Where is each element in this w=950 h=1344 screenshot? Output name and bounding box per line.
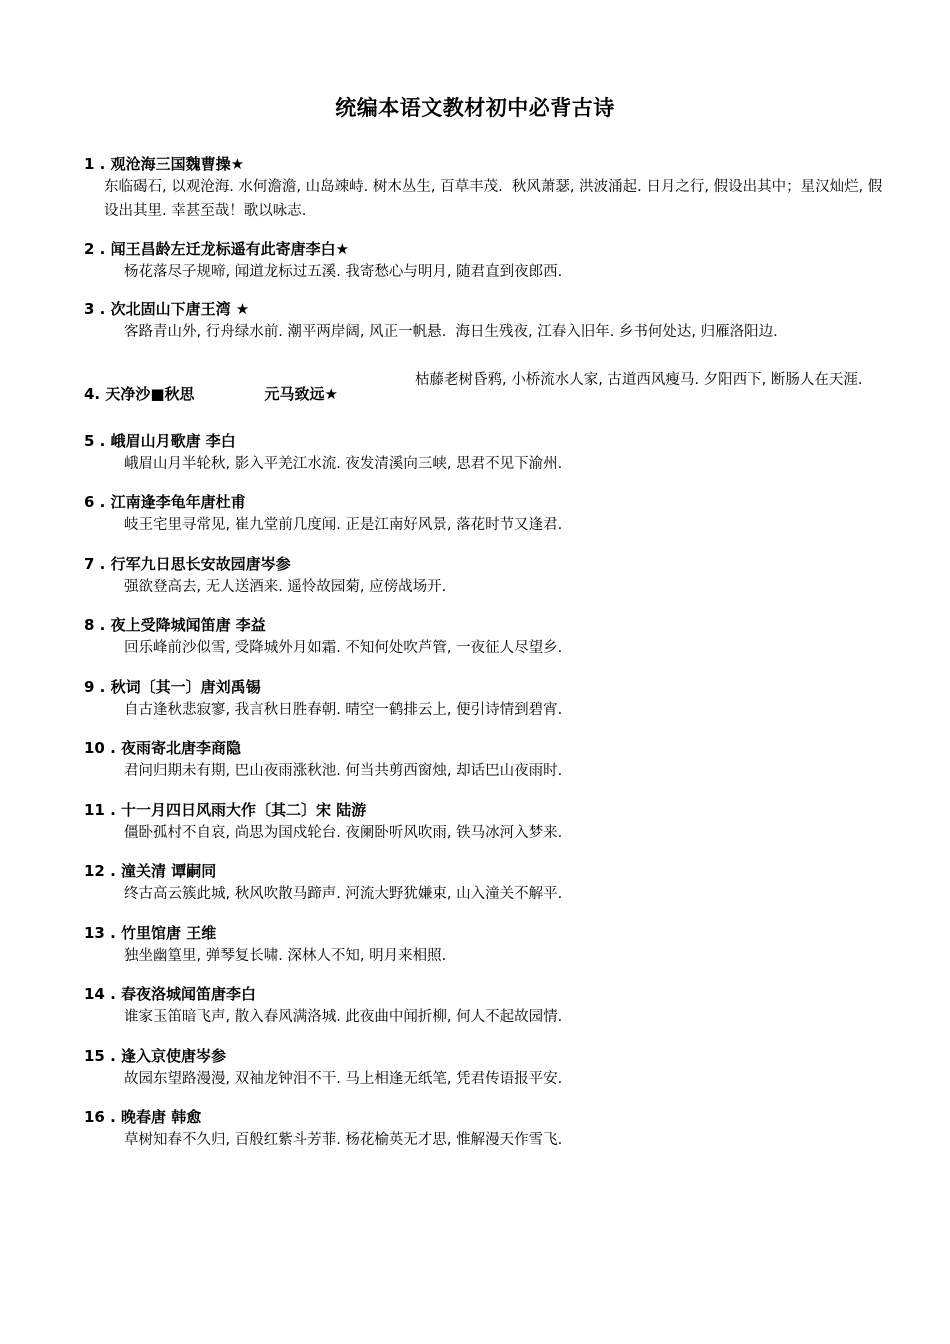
- poem-4-body: 枯藤老树昏鸦, 小桥流水人家, 古道西风瘦马. 夕阳西下, 断肠人在天涯.: [415, 372, 863, 388]
- poem-body: 君问归期未有期, 巴山夜雨涨秋池. 何当共剪西窗烛, 却话巴山夜雨时.: [124, 763, 563, 779]
- poem-heading: 14 . 春夜洛城闻笛唐李白: [84, 985, 257, 1003]
- poem-body: 独坐幽篁里, 弹琴复长啸. 深林人不知, 明月来相照.: [124, 948, 447, 964]
- poem-4-heading: [84, 383, 338, 405]
- poem-body: 峨眉山月半轮秋, 影入平羌江水流. 夜发清溪向三峡, 思君不见下渝州.: [124, 456, 563, 472]
- poem-7: [84, 553, 884, 599]
- poem-body: 终古高云簇此城, 秋风吹散马蹄声. 河流大野犹嫌束, 山入潼关不解平.: [124, 886, 563, 902]
- poem-heading: 15 . 逢入京使唐岑参: [84, 1047, 227, 1065]
- poem-16: [84, 1106, 884, 1152]
- poem-heading: 9 . 秋词〔其一〕唐刘禹锡: [84, 678, 261, 696]
- poem-heading: 12 . 潼关清 谭嗣同: [84, 862, 217, 880]
- poem-heading: 10 . 夜雨寄北唐李商隐: [84, 739, 242, 757]
- poem-heading: 7 . 行军九日思长安故园唐岑参: [84, 555, 291, 573]
- poem-4-author: 元马致远★: [264, 385, 338, 403]
- poem-1: [84, 153, 884, 223]
- poem-body: 回乐峰前沙似雪, 受降城外月如霜. 不知何处吹芦管, 一夜征人尽望乡.: [124, 640, 563, 656]
- poem-body: 故园东望路漫漫, 双袖龙钟泪不干. 马上相逢无纸笔, 凭君传语报平安.: [124, 1071, 563, 1087]
- poem-8: [84, 614, 884, 660]
- poem-body: 谁家玉笛暗飞声, 散入春风满洛城. 此夜曲中闻折柳, 何人不起故园情.: [124, 1009, 563, 1025]
- poem-heading: 16 . 晚春唐 韩愈: [84, 1108, 202, 1126]
- poem-13: [84, 922, 884, 968]
- poem-5: [84, 430, 884, 476]
- poem-body: 僵卧孤村不自哀, 尚思为国戍轮台. 夜阑卧听风吹雨, 铁马冰河入梦来.: [124, 825, 563, 841]
- poem-6: [84, 491, 884, 537]
- poem-9: [84, 676, 884, 722]
- poem-body: 杨花落尽子规啼, 闻道龙标过五溪. 我寄愁心与明月, 随君直到夜郎西.: [124, 264, 563, 280]
- poem-12: [84, 860, 884, 906]
- poem-heading: 1 . 观沧海三国魏曹操★: [84, 155, 245, 173]
- poem-body: 自古逢秋悲寂寥, 我言秋日胜春朝. 晴空一鹤排云上, 便引诗情到碧宵.: [124, 702, 563, 718]
- poem-4-title: 4. 天净沙■秋思: [84, 385, 195, 403]
- poem-2: [84, 238, 884, 284]
- poem-heading: 3 . 次北固山下唐王湾 ★: [84, 300, 250, 318]
- page-title: 统编本语文教材初中必背古诗: [335, 96, 615, 120]
- poem-11: [84, 799, 884, 845]
- poem-heading: 2 . 闻王昌龄左迁龙标遥有此寄唐李白★: [84, 240, 350, 258]
- poem-heading: 13 . 竹里馆唐 王维: [84, 924, 217, 942]
- poem-body: 东临碣石, 以观沧海. 水何澹澹, 山岛竦峙. 树木丛生, 百草丰茂. 秋风萧瑟, 洪波涌起. 日月之行, 假设出其中；星汉灿烂, 假设出其里. 幸甚至哉！歌以咏志.: [104, 179, 883, 219]
- poem-15: [84, 1045, 884, 1091]
- poem-3: [84, 298, 884, 344]
- poem-heading: 11 . 十一月四日风雨大作〔其二〕宋 陆游: [84, 801, 367, 819]
- poem-14: [84, 983, 884, 1029]
- poem-body: 岐王宅里寻常见, 崔九堂前几度闻. 正是江南好风景, 落花时节又逢君.: [124, 517, 563, 533]
- poem-body: 强欲登高去, 无人送酒来. 遥怜故园菊, 应傍战场开.: [124, 579, 447, 595]
- poem-body: 客路青山外, 行舟绿水前. 潮平两岸阔, 风正一帆悬. 海日生残夜, 江春入旧年. 乡书何处达, 归雁洛阳边.: [124, 324, 778, 340]
- poem-heading: 8 . 夜上受降城闻笛唐 李益: [84, 616, 266, 634]
- poem-heading: 5 . 峨眉山月歌唐 李白: [84, 432, 236, 450]
- poem-10: [84, 737, 884, 783]
- poem-body: 草树知春不久归, 百般红紫斗芳菲. 杨花榆英无才思, 惟解漫天作雪飞.: [124, 1132, 563, 1148]
- poem-heading: 6 . 江南逢李龟年唐杜甫: [84, 493, 246, 511]
